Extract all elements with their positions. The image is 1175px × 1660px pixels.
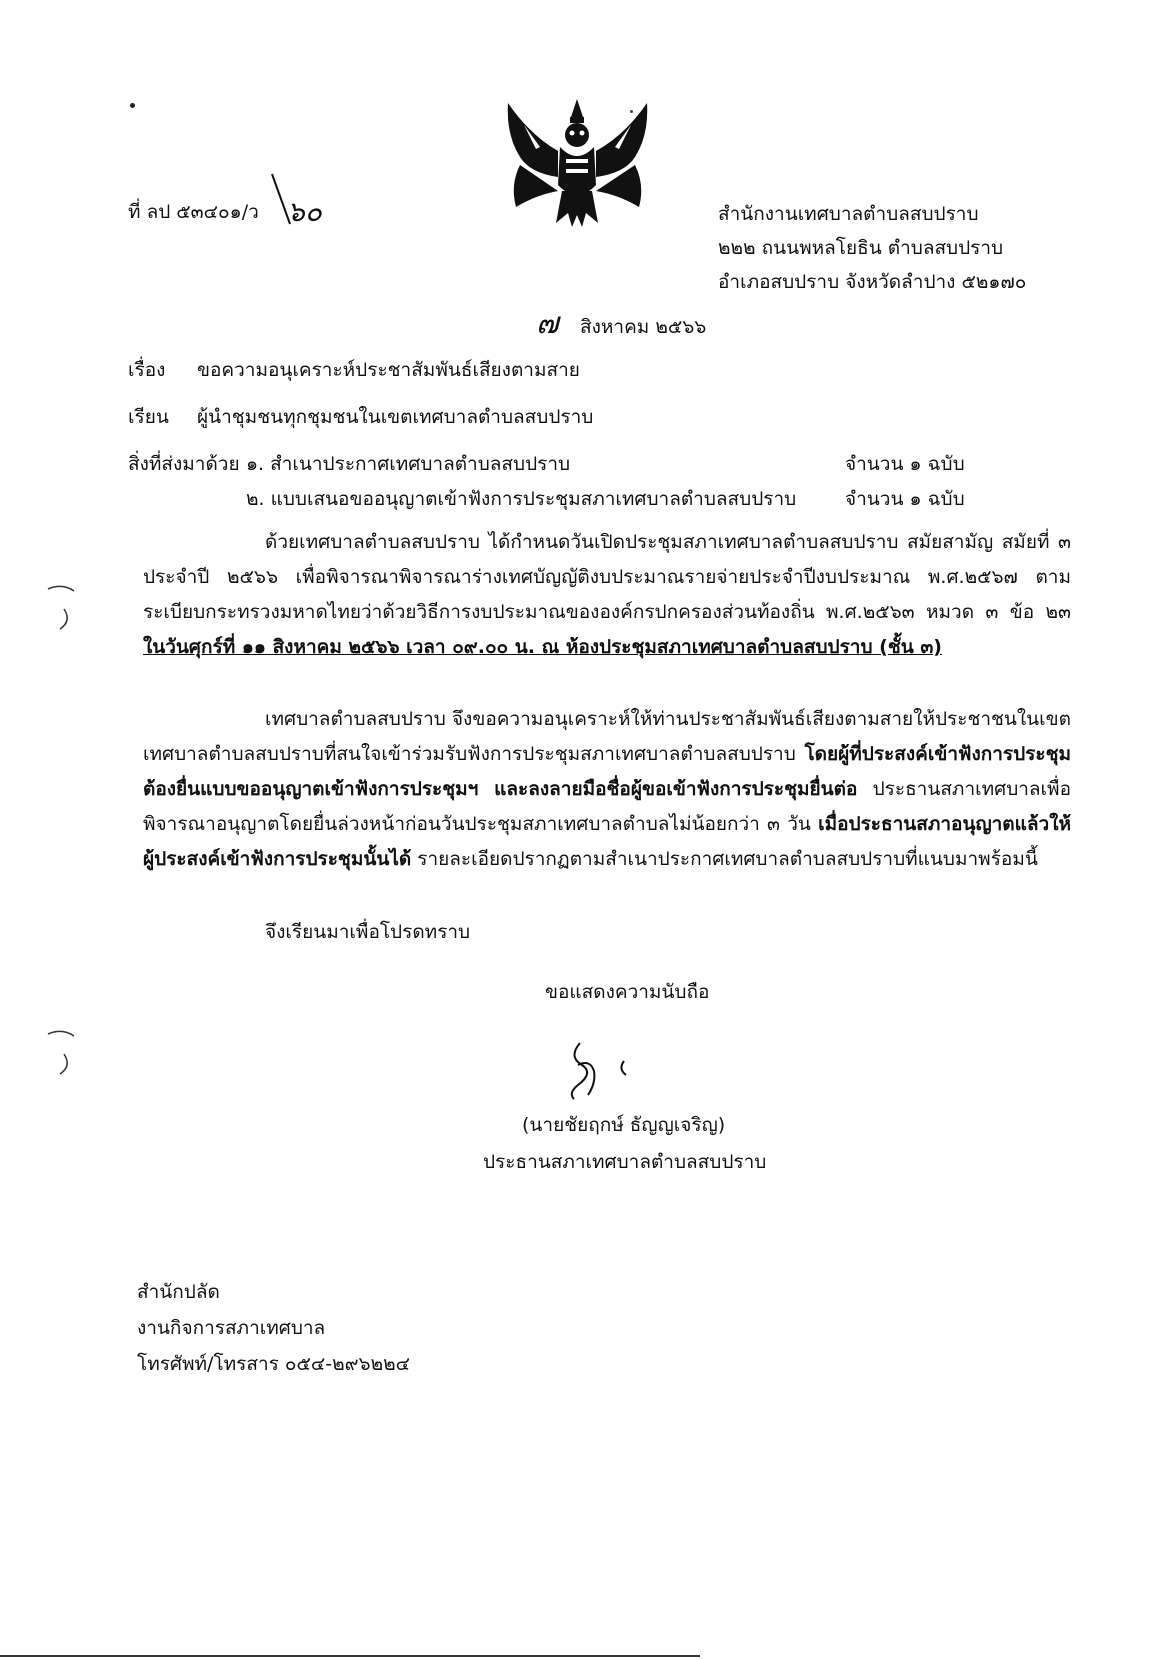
enclosure-item: ๑. สำเนาประกาศเทศบาลตำบลสบปราบ <box>246 453 571 475</box>
paragraph-2-text: ประธานสภาเทศบาลเพื่อพิจารณาอนุญาตโดยยื่นล่วงหน้าก่อนวันประชุมสภาเทศบาลตำบลไม่น้อยกว่า ๓ วัน <box>143 778 1071 835</box>
footer-division: สำนักปลัด <box>137 1281 220 1303</box>
signatory-name: (นายชัยฤกษ์ ธัญญเจริญ) <box>522 1114 726 1136</box>
date-day-handwritten: ๗ <box>536 306 559 341</box>
paragraph-1-text: ด้วยเทศบาลตำบลสบปราบ ได้กำหนดวันเปิดประชุมสภาเทศบาลตำบลสบปราบ สมัยสามัญ สมัยที่ ๓ ประจำปี ๒๕๖๖ เพื่อพิจารณาพิจารณาร่างเทศบัญญัติงบประมาณรายจ่ายประจำปีงบประมาณ พ.ศ.๒๕๖๗ ตามระเบียบกระทรวงมหาดไทยว่าด้วยวิธีการงบประมาณขององค์กรปกครองส่วนท้องถิ่น พ.ศ.๒๕๖๓ หมวด ๓ ข้อ ๒๓ <box>143 531 1071 623</box>
sender-office: สำนักงานเทศบาลตำบลสบปราบ <box>718 203 979 225</box>
handwritten-slash <box>268 170 298 230</box>
document-number <box>128 197 259 227</box>
footer-phone: โทรศัพท์/โทรสาร ๐๕๔-๒๙๖๒๒๔ <box>137 1353 411 1375</box>
recipient-label: เรียน <box>128 406 169 428</box>
body-paragraph-2 <box>143 702 1071 877</box>
sender-address-line2: อำเภอสบปราบ จังหวัดลำปาง ๕๒๑๗๐ <box>718 271 1027 293</box>
meeting-schedule: ในวันศุกร์ที่ ๑๑ สิงหาคม ๒๕๖๖ เวลา ๐๙.๐๐ น. ณ ห้องประชุมสภาเทศบาลตำบลสบปราบ (ชั้น ๓) <box>143 636 942 658</box>
signatory-position: ประธานสภาเทศบาลตำบลสบปราบ <box>483 1151 767 1173</box>
document-number-label: ที่ ลป ๕๓๔๐๑/ว <box>128 201 259 223</box>
garuda-emblem <box>500 95 655 235</box>
enclosure-quantity: จำนวน ๑ ฉบับ <box>845 453 965 475</box>
enclosures-label: สิ่งที่ส่งมาด้วย <box>128 453 240 475</box>
punch-hole-mark <box>40 585 80 645</box>
footer-unit: งานกิจการสภาเทศบาล <box>137 1317 326 1339</box>
enclosure-quantity: จำนวน ๑ ฉบับ <box>845 488 965 510</box>
subject-label: เรื่อง <box>128 359 166 381</box>
recipient-text: ผู้นำชุมชนทุกชุมชนในเขตเทศบาลตำบลสบปราบ <box>197 406 594 428</box>
enclosure-item: ๒. แบบเสนอขออนุญาตเข้าฟังการประชุมสภาเทศบาลตำบลสบปราบ <box>246 488 797 510</box>
body-paragraph-1 <box>143 525 1071 665</box>
handwritten-signature <box>560 1035 650 1105</box>
subject-text: ขอความอนุเคราะห์ประชาสัมพันธ์เสียงตามสาย <box>197 359 580 381</box>
date-month-year: สิงหาคม ๒๕๖๖ <box>580 316 707 338</box>
sender-address-line1: ๒๒๒ ถนนพหลโยธิน ตำบลสบปราบ <box>718 237 1004 259</box>
paragraph-2-text: เทศบาลตำบลสบปราบ จึงขอความอนุเคราะห์ให้ท่านประชาสัมพันธ์เสียงตามสายให้ประชาชนในเขตเทศบาลตำบลสบปราบที่สนใจเข้าร่วมรับฟังการประชุมสภาเทศบาลตำบลสบปราบ <box>143 708 1071 765</box>
closing-line: จึงเรียนมาเพื่อโปรดทราบ <box>265 921 471 943</box>
paragraph-2-emphasis: เมื่อประธานสภาอนุญาตแล้วให้ผู้ประสงค์เข้าฟังการประชุมนั้นได้ <box>143 813 1071 870</box>
scan-edge-line <box>0 1655 700 1657</box>
paragraph-2-text: รายละเอียดปรากฏตามสำเนาประกาศเทศบาลตำบลสบปราบที่แนบมาพร้อมนี้ <box>417 848 1038 870</box>
paragraph-2-emphasis: โดยผู้ที่ประสงค์เข้าฟังการประชุมต้องยื่นแบบขออนุญาตเข้าฟังการประชุมฯ และลงลายมือชื่อผู้ขอเข้าฟังการประชุมยื่นต่อ <box>143 743 1071 800</box>
stray-dot <box>130 103 135 108</box>
punch-hole-mark <box>40 1030 80 1090</box>
regards: ขอแสดงความนับถือ <box>545 981 710 1003</box>
document-number-handwritten: ๖๐ <box>287 195 322 228</box>
